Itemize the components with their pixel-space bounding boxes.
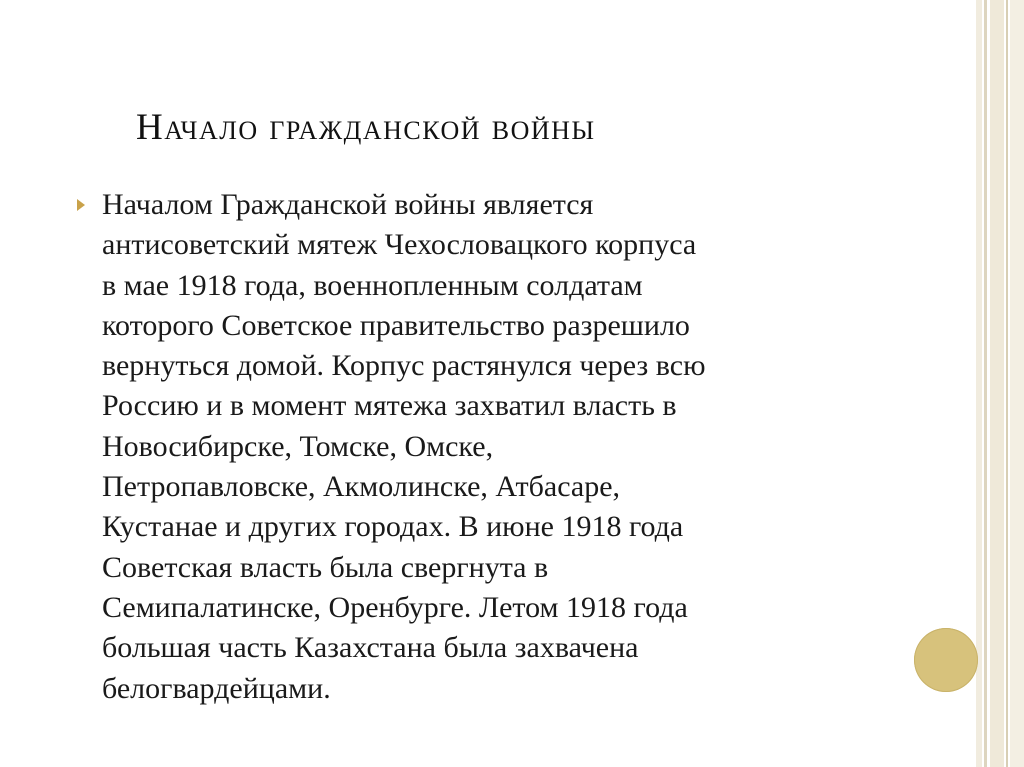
side-strip — [1006, 0, 1008, 767]
decorative-gold-circle — [914, 628, 978, 692]
body-text-line: в мае 1918 года, военнопленным солдатам — [102, 268, 643, 302]
body-text-line: вернуться домой. Корпус растянулся через всю — [102, 349, 706, 383]
body-text-line: Кустанае и других городах. В июне 1918 года — [102, 510, 684, 544]
side-strip — [1010, 0, 1024, 767]
bullet-text — [102, 185, 706, 709]
body-text-line: Петропавловске, Акмолинске, Атбасаре, — [102, 470, 621, 504]
body-text-line: большая часть Казахстана была захвачена — [102, 631, 639, 665]
body-text-line: антисоветский мятеж Чехословацкого корпуса — [102, 228, 697, 262]
side-strip — [990, 0, 1004, 767]
body-text-line: Новосибирске, Томске, Омске, — [102, 429, 494, 463]
slide-title: Начало гражданской войны — [136, 107, 596, 148]
side-strip — [984, 0, 987, 767]
body-text-line: которого Советское правительство разрешило — [102, 308, 690, 342]
triangle-bullet-icon — [76, 185, 102, 225]
decorative-side-strips — [976, 0, 1024, 767]
slide-body — [76, 185, 906, 709]
body-text-line: Россию и в момент мятежа захватил власть в — [102, 389, 677, 423]
body-text-line: Советская власть была свергнута в — [102, 550, 549, 584]
body-text-line: белогвардейцами. — [102, 671, 331, 705]
bullet-item — [76, 185, 906, 709]
body-text-line: Началом Гражданской войны является — [102, 188, 594, 221]
body-text-line: Семипалатинске, Оренбурге. Летом 1918 года — [102, 590, 688, 624]
